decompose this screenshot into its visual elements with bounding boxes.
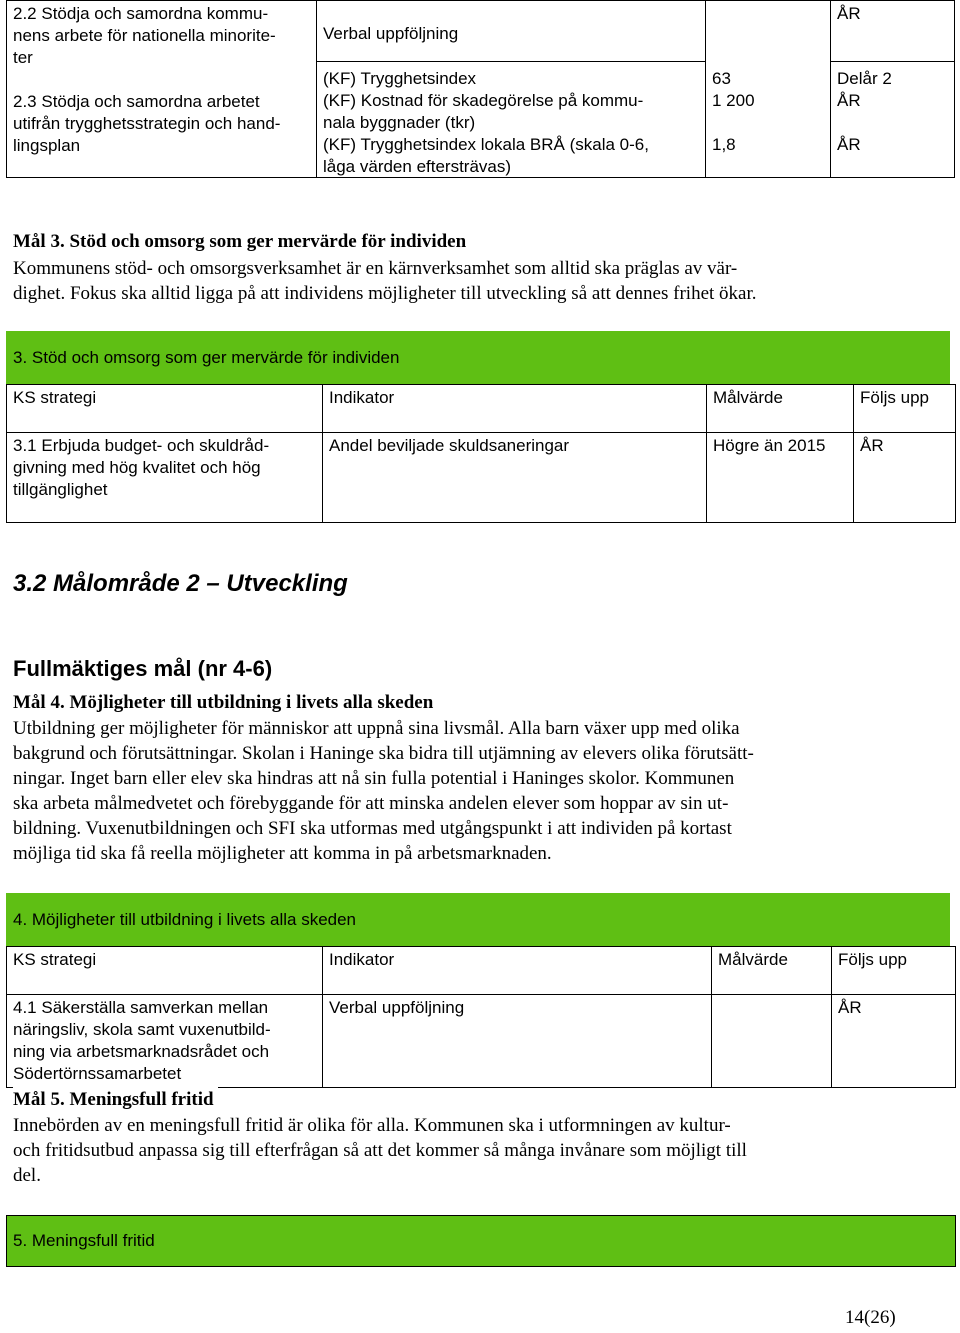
header-foljs-upp: Följs upp: [854, 385, 956, 433]
header-malvarde: Målvärde: [712, 947, 832, 995]
goal-4-indicator: Verbal uppföljning: [323, 995, 712, 1088]
header-foljs-upp: Följs upp: [832, 947, 956, 995]
goal-4-heading: Mål 4. Möjligheter till utbildning i livets alla skeden: [13, 692, 434, 713]
goal-3-table: [6, 384, 956, 523]
section-subtitle: Fullmäktiges mål (nr 4-6): [13, 656, 273, 681]
header-ks-strategi: KS strategi: [7, 385, 323, 433]
target-value-cell: 63 1 200 1,8: [705, 0, 831, 178]
goal-4-body: Utbildning ger möjligheter för människor att uppnå sina livsmål. Alla barn växer upp med olika bakgrund och förutsättningar. Skolan i Haninge ska bidra till utjämning av elevers olika förutsätt- ningar. Inget barn eller elev ska hindras att nå sin fulla potential i Haninges skolor. Kommunen ska arbeta målmedvetet och förebyggande för att minska andelen elever som hoppar av sin ut- bildning. Vuxenutbildningen och SFI ska utformas med utgångspunkt i att individen på kortast möjliga tid ska få reella möjligheter att komma in på arbetsmarknaden.: [13, 718, 754, 864]
goal-4-target: [712, 995, 832, 1088]
goal-3-table-banner: [6, 331, 950, 385]
goal-3-table-title: 3. Stöd och omsorg som ger mervärde för individen: [13, 348, 400, 367]
goal-5-table-banner: [6, 1215, 956, 1267]
goal-4-follow-up: ÅR: [832, 995, 956, 1088]
goal-4-table-title: 4. Möjligheter till utbildning i livets alla skeden: [13, 910, 357, 929]
goal-5-heading: Mål 5. Meningsfull fritid: [13, 1087, 218, 1112]
goal-3-follow-up: ÅR: [854, 433, 956, 523]
section-title: 3.2 Målområde 2 – Utveckling: [13, 570, 348, 597]
indicator-cell-verbal: Verbal uppföljning: [316, 0, 706, 62]
page-number: 14(26): [845, 1307, 896, 1328]
goal-3-strategy: 3.1 Erbjuda budget- och skuldråd- givning med hög kvalitet och hög tillgänglighet: [7, 433, 323, 523]
goal-3-indicator: Andel beviljade skuldsaneringar: [323, 433, 707, 523]
follow-up-cell-top: ÅR: [830, 0, 955, 62]
goal-4-table-banner: [6, 893, 950, 947]
goal-4-table: [6, 946, 956, 1088]
goal-3-body: Kommunens stöd- och omsorgsverksamhet är en kärnverksamhet som alltid ska präglas av vär- dighet. Fokus ska alltid ligga på att individens möjligheter till utveckling så att dennes frihet ökar.: [13, 258, 757, 304]
goal-3-heading: Mål 3. Stöd och omsorg som ger mervärde för individen: [13, 231, 467, 252]
header-malvarde: Målvärde: [707, 385, 854, 433]
goal-3-target: Högre än 2015: [707, 433, 854, 523]
indicator-cell: (KF) Trygghetsindex (KF) Kostnad för skadegörelse på kommu- nala byggnader (tkr) (KF) Trygghetsindex lokala BRÅ (skala 0-6, låga värden eftersträvas): [316, 61, 706, 178]
follow-up-cell: Delår 2 ÅR ÅR: [830, 61, 955, 178]
goal-5-table-title: 5. Meningsfull fritid: [13, 1231, 155, 1250]
goal-4-strategy: 4.1 Säkerställa samverkan mellan näringsliv, skola samt vuxenutbild- ning via arbetsmarknadsrådet och Södertörnssamarbetet: [7, 995, 323, 1088]
header-ks-strategi: KS strategi: [7, 947, 323, 995]
goal-5-body: Innebörden av en meningsfull fritid är olika för alla. Kommunen ska i utformningen av kultur- och fritidsutbud anpassa sig till efterfrågan så att det kommer så många invånare som möjligt till del.: [13, 1115, 747, 1186]
header-indikator: Indikator: [323, 947, 712, 995]
header-indikator: Indikator: [323, 385, 707, 433]
strategy-cell: 2.2 Stödja och samordna kommu- nens arbete för nationella minorite- ter 2.3 Stödja och samordna arbetet utifrån trygghetsstrategin och hand- lingsplan: [6, 0, 317, 178]
